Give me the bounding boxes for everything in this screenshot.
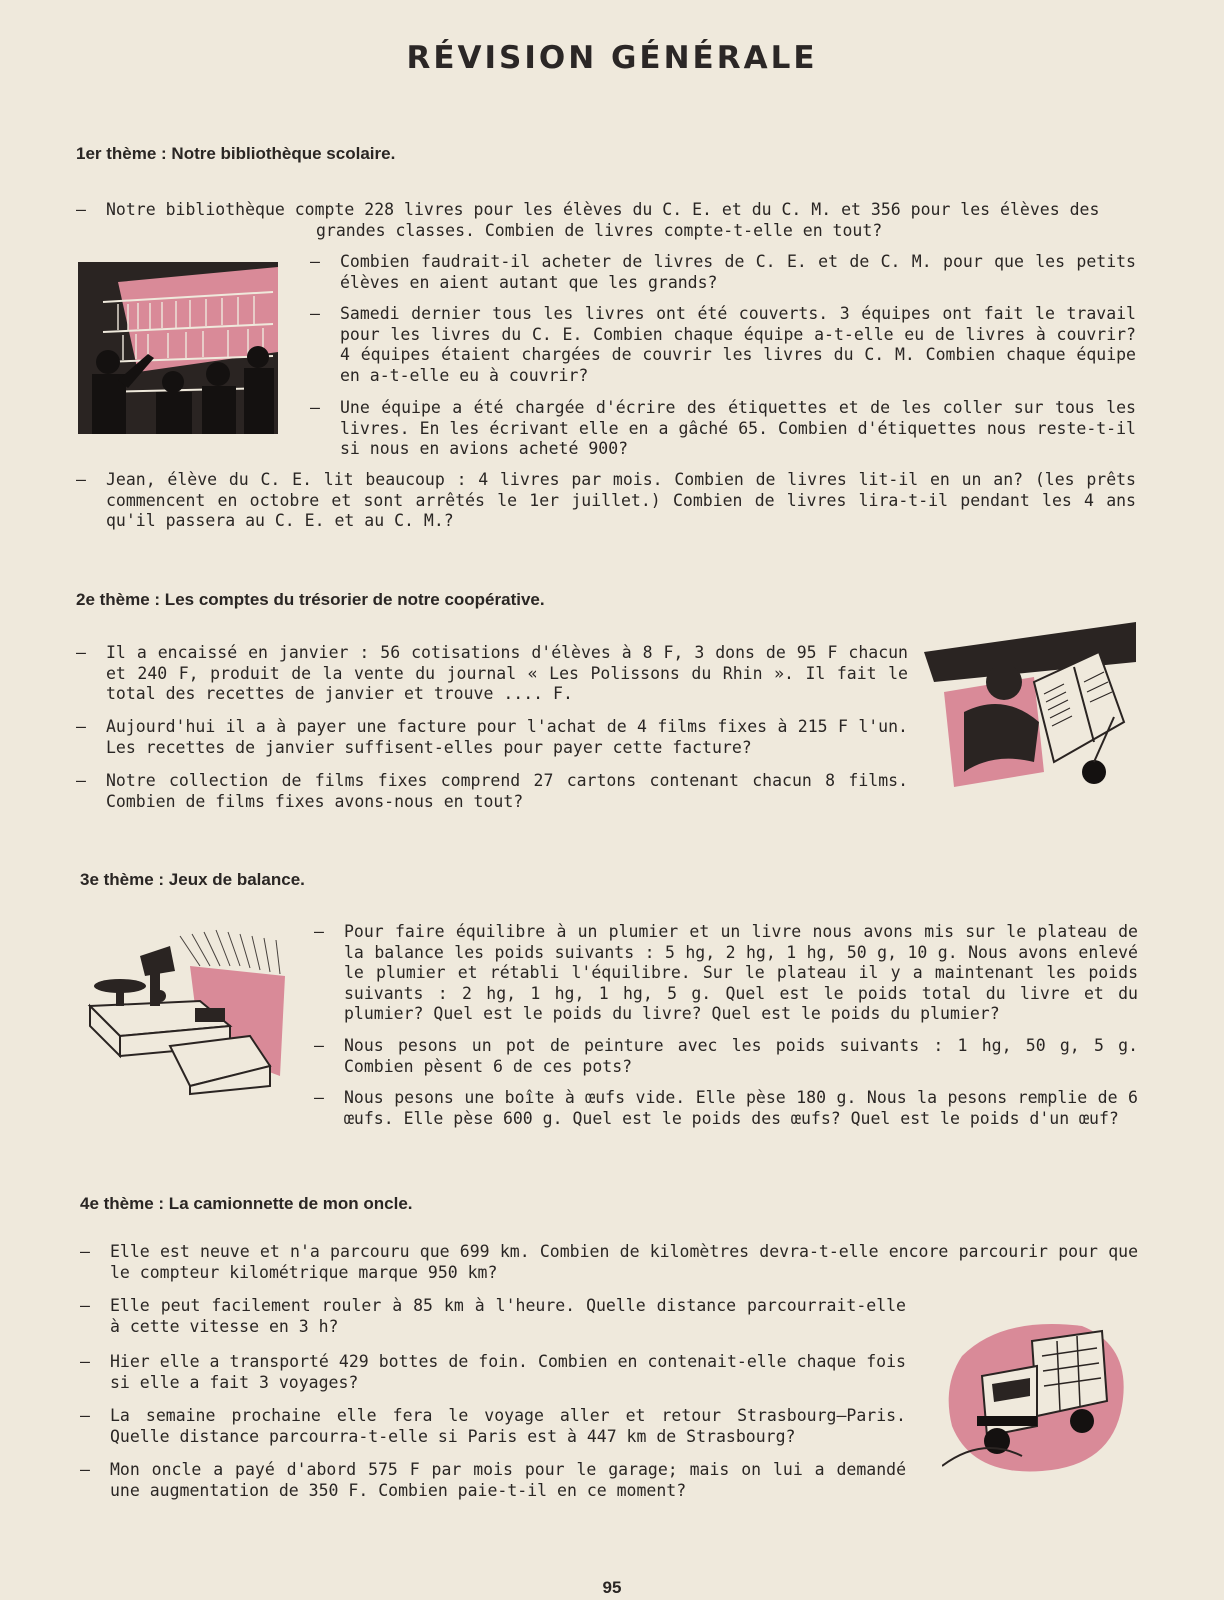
theme-2-question-2: — Aujourd'hui il a à payer une facture pour l'achat de 4 films fixes à 215 F l'un. Les recettes de janvier suffisent-elles pour payer cette facture? — [76, 717, 908, 757]
treasurer-illustration — [924, 622, 1136, 794]
theme-3-heading: 3e thème : Jeux de balance. — [80, 870, 305, 889]
theme-4-question-4: — La semaine prochaine elle fera le voyage aller et retour Strasbourg—Paris. Quelle distance parcourra-t-elle si Paris est à 447 km de Strasbourg? — [80, 1406, 906, 1446]
page-title: RÉVISION GÉNÉRALE — [406, 40, 818, 76]
theme-2-heading: 2e thème : Les comptes du trésorier de notre coopérative. — [76, 590, 545, 609]
theme-1-question-1: — Notre bibliothèque compte 228 livres pour les élèves du C. E. et du C. M. et 356 pour les élèves des grandes classes. Combien de livres compte-t-elle en tout? — [76, 200, 1100, 240]
theme-1-question-5: — Jean, élève du C. E. lit beaucoup : 4 livres par mois. Combien de livres lit-il en un an? (les prêts commencent en octobre et sont arrêtés le 1er juillet.) Combien de livres lira-t-il pendant les 4 ans qu'il passera au C. E. et au C. M.? — [76, 470, 1136, 530]
theme-1-question-4: — Une équipe a été chargée d'écrire des étiquettes et de les coller sur tous les livres. En les écrivant elle en a gâché 65. Combien d'étiquettes nous reste-t-il si nous en avions acheté 900? — [310, 398, 1136, 458]
scale-illustration — [80, 926, 290, 1096]
theme-4-question-3: — Hier elle a transporté 429 bottes de foin. Combien en contenait-elle chaque fois si elle a fait 3 voyages? — [80, 1352, 906, 1392]
theme-4-question-5: — Mon oncle a payé d'abord 575 F par mois pour le garage; mais on lui a demandé une augmentation de 350 F. Combien paie-t-il en ce moment? — [80, 1460, 906, 1500]
theme-2-question-3: — Notre collection de films fixes comprend 27 cartons contenant chacun 8 films. Combien de films fixes avons-nous en tout? — [76, 771, 908, 811]
van-illustration — [942, 1316, 1132, 1476]
theme-4-question-2: — Elle peut facilement rouler à 85 km à l'heure. Quelle distance parcourrait-elle à cette vitesse en 3 h? — [80, 1296, 906, 1336]
theme-3-question-2: — Nous pesons un pot de peinture avec les poids suivants : 1 hg, 50 g, 5 g. Combien pèsent 6 de ces pots? — [314, 1036, 1138, 1076]
theme-1-question-2: — Combien faudrait-il acheter de livres de C. E. et de C. M. pour que les petits élèves en aient autant que les grands? — [310, 252, 1136, 292]
theme-3-question-3: — Nous pesons une boîte à œufs vide. Elle pèse 180 g. Nous la pesons remplie de 6 œufs. Elle pèse 600 g. Quel est le poids des œufs? Quel est le poids d'un œuf? — [314, 1088, 1138, 1128]
theme-2-question-1: — Il a encaissé en janvier : 56 cotisations d'élèves à 8 F, 3 dons de 95 F chacun et 240 F, produit de la vente du journal « Les Polissons du Rhin ». Il fait le total des recettes de janvier et trouve .... F. — [76, 643, 908, 703]
library-illustration — [78, 262, 278, 434]
theme-4-heading: 4e thème : La camionnette de mon oncle. — [80, 1194, 413, 1213]
theme-3-question-1: — Pour faire équilibre à un plumier et un livre nous avons mis sur le plateau de la balance les poids suivants : 5 hg, 2 hg, 1 hg, 50 g, 10 g. Nous avons enlevé le plumier et rétabli l'équilibre. Sur le plateau il y a maintenant les poids suivants : 2 hg, 1 hg, 1 hg, 5 g. Quel est le poids total du livre et du plumier? Quel est le poids du livre? Quel est le poids du plumier? — [314, 922, 1138, 1023]
page-number: 95 — [602, 1578, 622, 1597]
theme-1-heading: 1er thème : Notre bibliothèque scolaire. — [76, 144, 396, 163]
theme-1-question-3: — Samedi dernier tous les livres ont été couverts. 3 équipes ont fait le travail pour les livres du C. E. Combien chaque équipe a-t-elle eu de livres à couvrir? 4 équipes étaient chargées de couvrir les livres du C. M. Combien chaque équipe en a-t-elle eu à couvrir? — [310, 304, 1136, 385]
theme-4-question-1: — Elle est neuve et n'a parcouru que 699 km. Combien de kilomètres devra-t-elle encore parcourir pour que le compteur kilométrique marque 950 km? — [80, 1242, 1138, 1282]
